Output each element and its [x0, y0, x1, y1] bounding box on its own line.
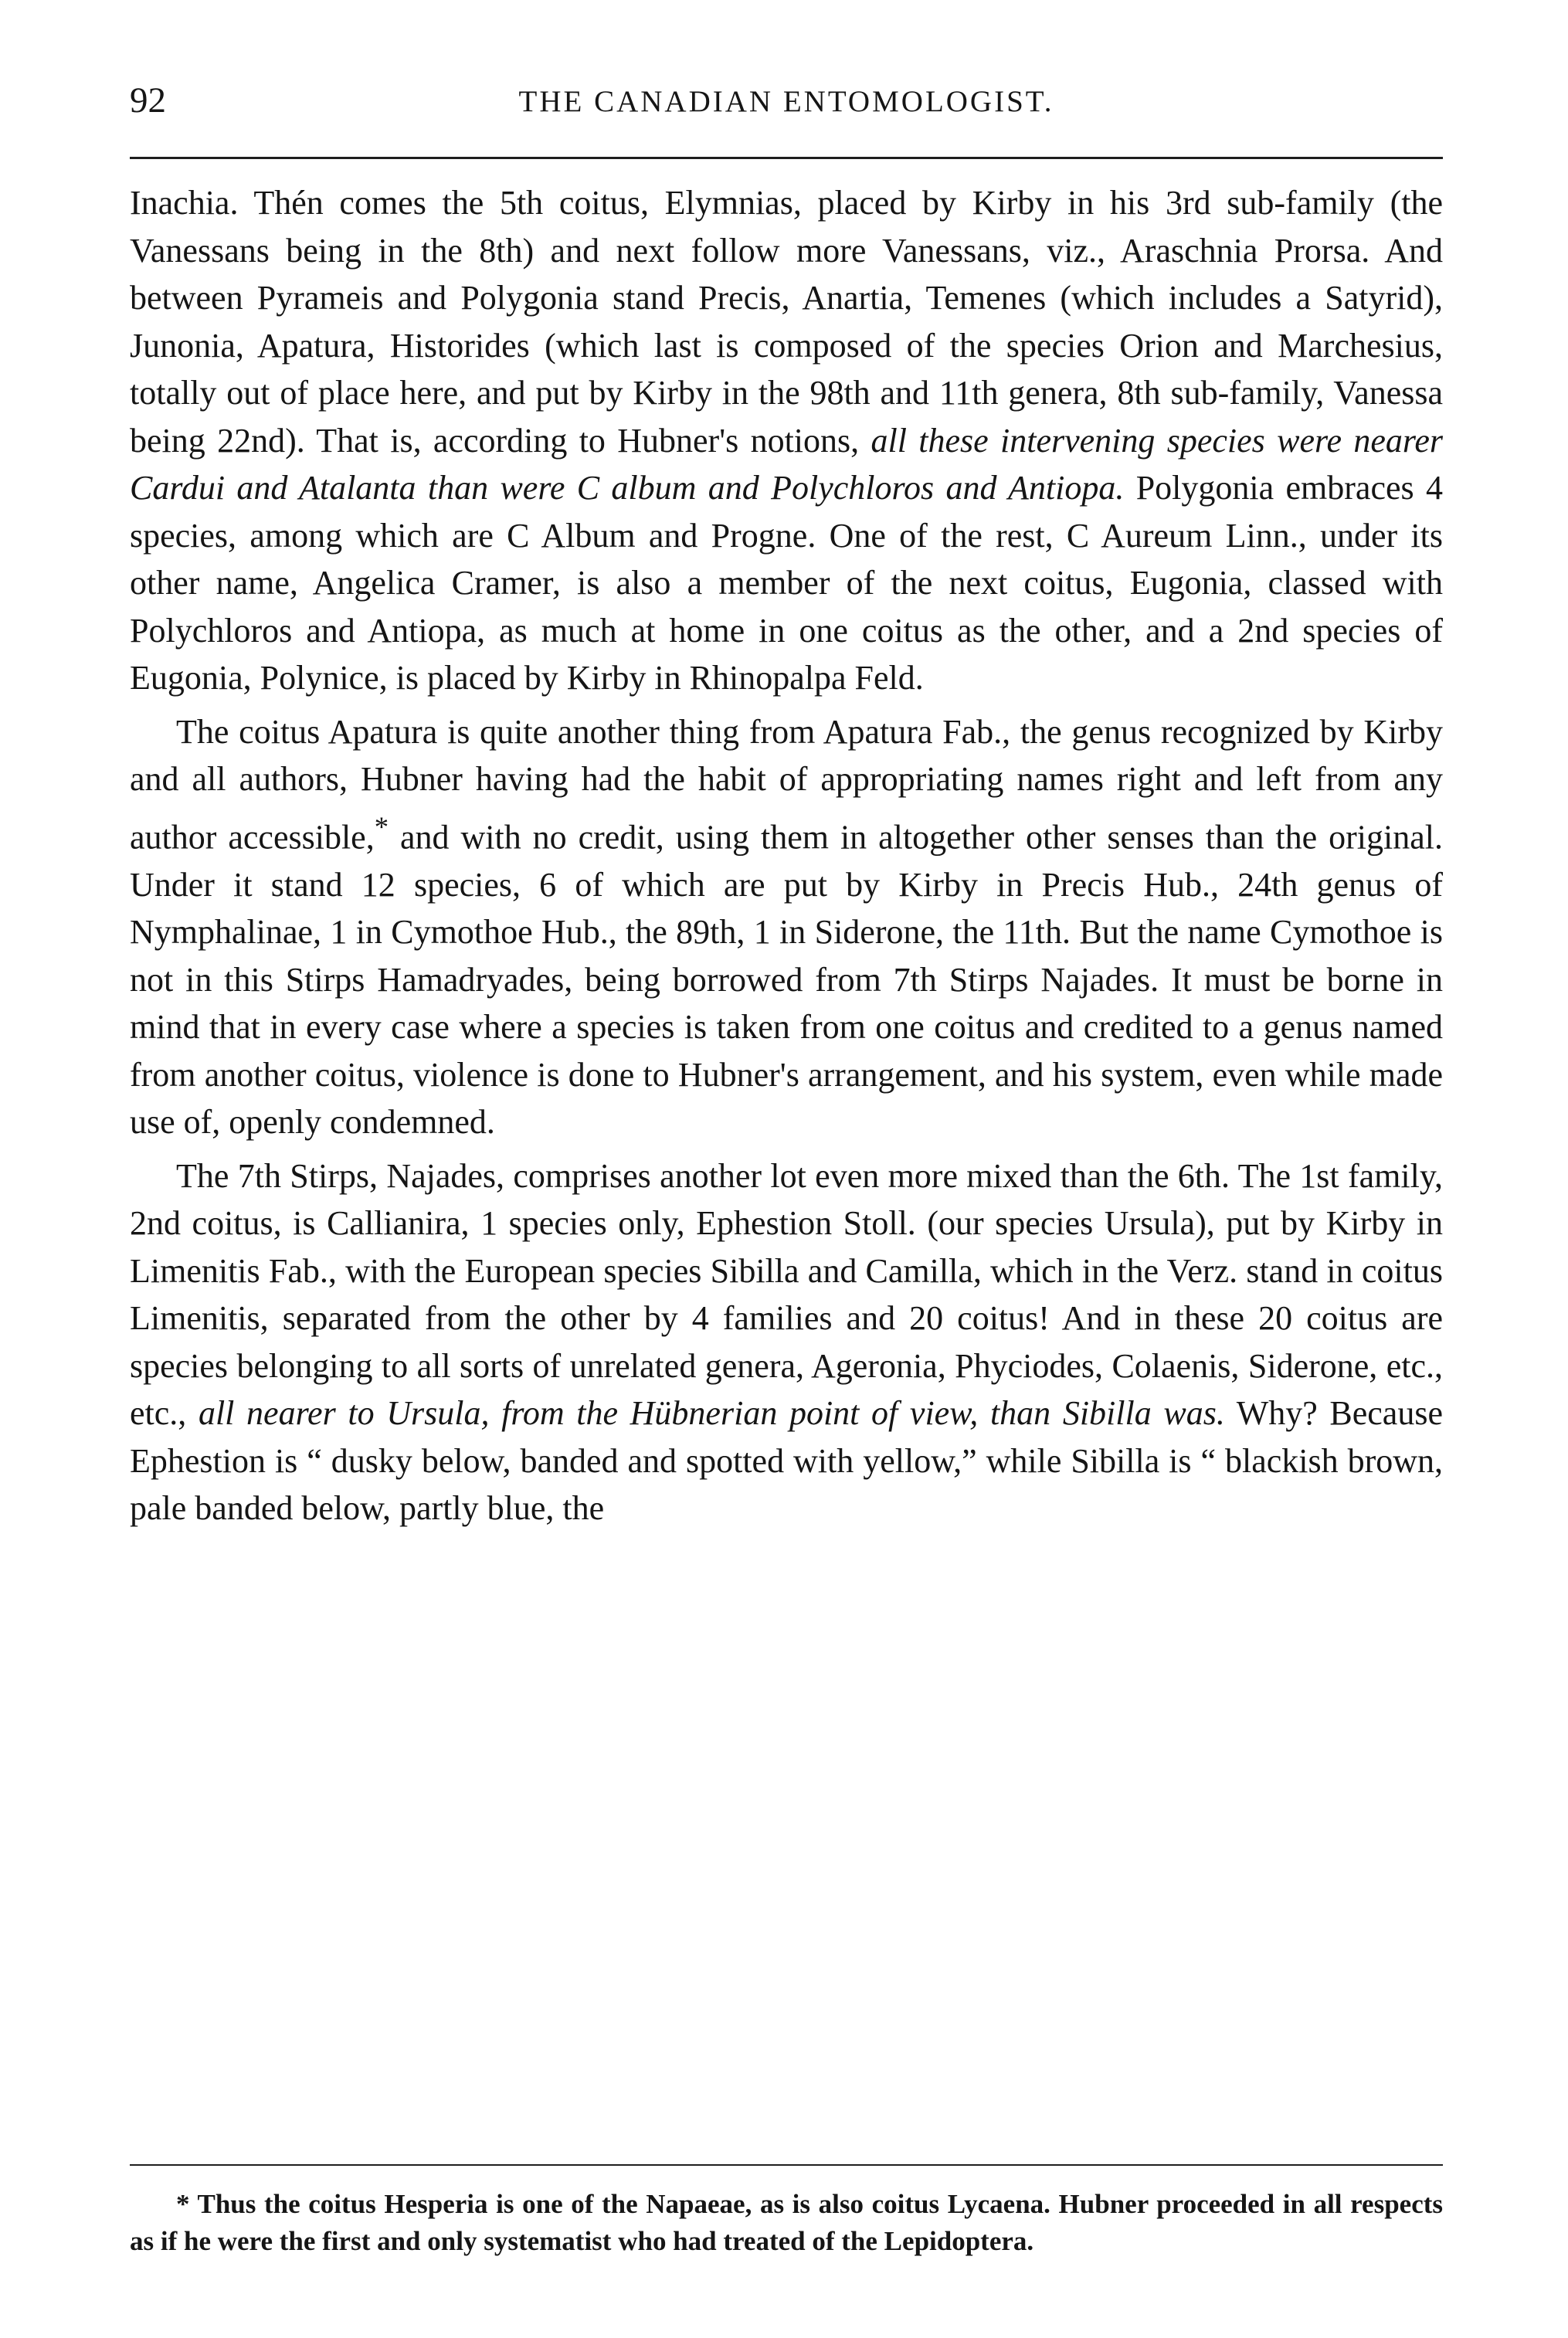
paragraph-3-text-a: The 7th Stirps, Najades, comprises another lot even more mixed than the 6th. The 1st family, 2nd coitus, is Callianira, 1 species only, Ephestion Stoll. (our species Ursula), put by Kirby in Limenitis Fab., with the European species Sibilla and Camilla, which in the Verz. stand in coitus Limenitis, separated from the other by 4 families and 20 coitus! And in these 20 coitus are species belonging to all sorts of unrelated genera, Ageronia, Phyciodes, Colaenis, Siderone, etc., etc.,: [130, 1156, 1443, 1433]
paragraph-3-text-b: Why? Because Ephestion is “ dusky below, banded and spotted with yellow,” while Sibilla is “ blackish brown, pale banded below, partly blue, the: [130, 1394, 1443, 1528]
paragraph-1-text-b: Polygonia embraces 4 species, among which are C Album and Progne. One of the rest, C Aureum Linn., under its other name, Angelica Cramer, is also a member of the next coitus, Eugonia, classed with Polychloros and Antiopa, as much at home in one coitus as the other, and a 2nd species of Eugonia, Polynice, is placed by Kirby in Rhinopalpa Feld.: [130, 469, 1443, 697]
paragraph-1-italic: all these intervening species were nearer Cardui and Atalanta than were C album and Polychloros and Antiopa.: [130, 421, 1443, 507]
footnote-rule: [130, 2164, 1443, 2166]
header-rule: [130, 157, 1443, 159]
paragraph-1: [130, 179, 1443, 702]
paragraph-1-text-a: Inachia. Thén comes the 5th coitus, Elymnias, placed by Kirby in his 3rd sub-family (the Vanessans being in the 8th) and next follow more Vanessans, viz., Araschnia Prorsa. And between Pyrameis and Polygonia stand Precis, Anartia, Temenes (which includes a Satyrid), Junonia, Apatura, Historides (which last is composed of the species Orion and Marchesius, totally out of place here, and put by Kirby in the 98th and 11th genera, 8th sub-family, Vanessa being 22nd). That is, according to Hubner's notions,: [130, 184, 1443, 460]
page-number: 92: [130, 80, 166, 120]
paragraph-3-italic: all nearer to Ursula, from the Hübnerian point of view, than Sibilla was.: [198, 1394, 1225, 1433]
footnote: * Thus the coitus Hesperia is one of the Napaeae, as is also coitus Lycaena. Hubner proceeded in all respects as if he were the first and only systematist who had treated of the Lepidoptera.: [130, 2189, 1443, 2256]
body-text: [130, 179, 1443, 1532]
paragraph-2: [130, 708, 1443, 1146]
paragraph-3: [130, 1152, 1443, 1532]
page-header: [130, 77, 1443, 131]
paragraph-2-text-b: and with no credit, using them in altogether other senses than the original. Under it stand 12 species, 6 of which are put by Kirby in Precis Hub., 24th genus of Nymphalinae, 1 in Cymothoe Hub., the 89th, 1 in Siderone, the 11th. But the name Cymothoe is not in this Stirps Hamadryades, being borrowed from 7th Stirps Najades. It must be borne in mind that in every case where a species is taken from one coitus and credited to a genus named from another coitus, violence is done to Hubner's arrangement, and his system, even while made use of, openly condemned.: [130, 818, 1443, 1142]
paragraph-2-text-a: The coitus Apatura is quite another thing from Apatura Fab., the genus recognized by Kirby and all authors, Hubner having had the habit of appropriating names right and left from any author accessible,: [130, 712, 1443, 857]
footnote-marker: *: [374, 810, 389, 843]
running-title: THE CANADIAN ENTOMOLOGIST.: [518, 85, 1054, 118]
